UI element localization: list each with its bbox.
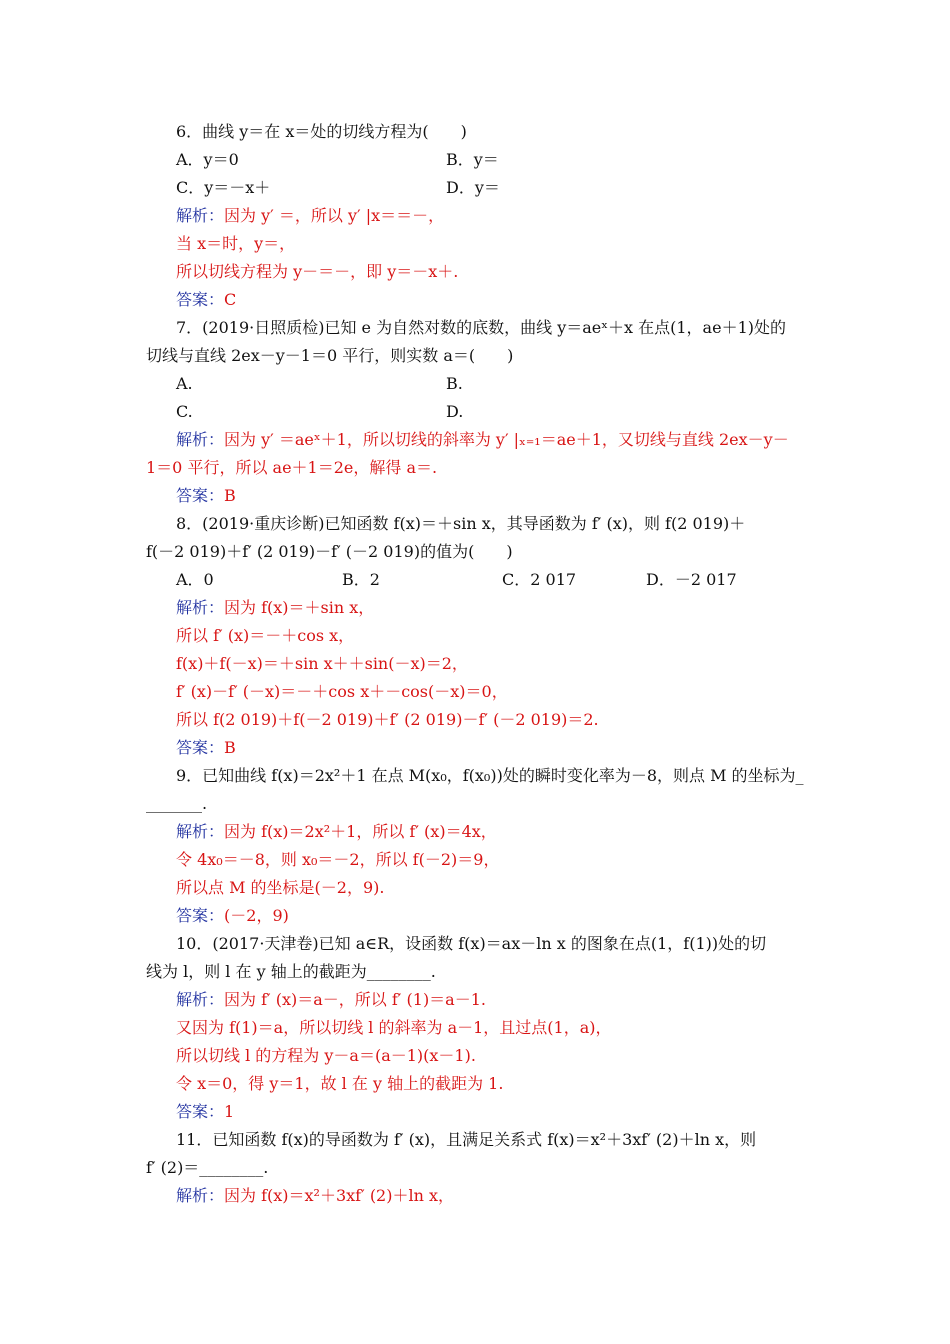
- answer-label: 答案：: [176, 906, 225, 925]
- q11-stem-line-2: f′ (2)＝________.: [146, 1158, 269, 1177]
- q9-analysis-line-3: 所以点 M 的坐标是(－2，9).: [176, 878, 385, 897]
- q10-answer: [176, 1102, 234, 1122]
- answer-value: B: [224, 738, 236, 757]
- analysis-text: 因为 f(x)＝x²＋3xf′ (2)＋ln x，: [224, 1186, 455, 1205]
- q9-analysis-line-2: 令 4x₀＝－8，则 x₀＝－2，所以 f(－2)＝9，: [176, 850, 500, 869]
- q6-option-b: B．y＝: [446, 150, 499, 169]
- q7-stem-line-1: 7．(2019·日照质检)已知 e 为自然对数的底数，曲线 y＝aeˣ＋x 在点(1，ae＋1)处的: [176, 318, 786, 337]
- analysis-label: 解析：: [176, 598, 225, 617]
- q8-option-a: A．0: [176, 570, 214, 589]
- q8-answer: [176, 738, 236, 758]
- q6-answer: [176, 290, 236, 310]
- analysis-label: 解析：: [176, 990, 225, 1009]
- q10-stem-line-1: 10．(2017·天津卷)已知 a∈R，设函数 f(x)＝ax－ln x 的图象在点(1，f(1))处的切: [176, 934, 767, 953]
- analysis-text: 因为 f(x)＝2x²＋1，所以 f′ (x)＝4x，: [224, 822, 497, 841]
- q10-analysis-line-1: [176, 990, 486, 1010]
- q7-stem-line-2: 切线与直线 2ex－y－1＝0 平行，则实数 a＝( ): [146, 346, 514, 365]
- q6-option-c: C．y＝－x＋: [176, 178, 271, 197]
- q6-option-a: A．y＝0: [176, 150, 239, 169]
- q11-analysis-line-1: [176, 1186, 454, 1206]
- answer-label: 答案：: [176, 1102, 225, 1121]
- q8-stem-line-1: 8．(2019·重庆诊断)已知函数 f(x)＝＋sin x，其导函数为 f′ (x)，则 f(2 019)＋: [176, 514, 746, 533]
- q8-analysis-line-3: f(x)＋f(－x)＝＋sin x＋＋sin(－x)＝2，: [176, 654, 468, 673]
- q10-analysis-line-4: 令 x＝0，得 y＝1，故 l 在 y 轴上的截距为 1.: [176, 1074, 504, 1093]
- analysis-text: 因为 f′ (x)＝a－，所以 f′ (1)＝a－1.: [224, 990, 486, 1009]
- q6-analysis-line-1: [176, 206, 444, 226]
- analysis-text: 因为 f(x)＝＋sin x，: [224, 598, 375, 617]
- q8-analysis-line-4: f′ (x)－f′ (－x)＝－＋cos x＋－cos(－x)＝0，: [176, 682, 508, 701]
- q8-analysis-line-5: 所以 f(2 019)＋f(－2 019)＋f′ (2 019)－f′ (－2 019)＝2.: [176, 710, 599, 729]
- q7-answer: [176, 486, 236, 506]
- analysis-label: 解析：: [176, 1186, 225, 1205]
- analysis-label: 解析：: [176, 430, 225, 449]
- q7-option-c: C.: [176, 402, 193, 421]
- q8-option-d: D．－2 017: [646, 570, 737, 589]
- analysis-label: 解析：: [176, 206, 225, 225]
- analysis-text: 因为 y′ ＝，所以 y′ |x＝＝－，: [224, 206, 445, 225]
- q6-option-d: D．y＝: [446, 178, 500, 197]
- q8-option-b: B．2: [342, 570, 380, 589]
- q8-stem-line-2: f(－2 019)＋f′ (2 019)－f′ (－2 019)的值为( ): [146, 542, 513, 561]
- q9-answer: [176, 906, 289, 926]
- q6-analysis-line-3: 所以切线方程为 y－＝－，即 y＝－x＋.: [176, 262, 459, 281]
- q11-stem-line-1: 11．已知函数 f(x)的导函数为 f′ (x)，且满足关系式 f(x)＝x²＋3xf′ (2)＋ln x，则: [176, 1130, 757, 1149]
- q8-option-c: C．2 017: [502, 570, 577, 589]
- q9-stem-line-2: _______.: [146, 794, 208, 813]
- answer-value: (－2，9): [224, 906, 289, 925]
- q6-analysis-line-2: 当 x＝时，y＝，: [176, 234, 296, 253]
- answer-value: C: [224, 290, 237, 309]
- analysis-text: 因为 y′ ＝aeˣ＋1，所以切线的斜率为 y′ |ₓ₌₁＝ae＋1，又切线与直线 2ex－y－: [224, 430, 789, 449]
- answer-label: 答案：: [176, 738, 225, 757]
- q9-stem-line-1: 9．已知曲线 f(x)＝2x²＋1 在点 M(x₀，f(x₀))处的瞬时变化率为－8，则点 M 的坐标为_: [176, 766, 804, 785]
- q10-analysis-line-3: 所以切线 l 的方程为 y－a＝(a－1)(x－1).: [176, 1046, 476, 1065]
- answer-value: B: [224, 486, 236, 505]
- q7-option-a: A.: [176, 374, 193, 393]
- answer-value: 1: [224, 1102, 235, 1121]
- q10-stem-line-2: 线为 l，则 l 在 y 轴上的截距为________.: [146, 962, 436, 981]
- q10-analysis-line-2: 又因为 f(1)＝a，所以切线 l 的斜率为 a－1，且过点(1，a)，: [176, 1018, 612, 1037]
- q7-analysis-line-1: [176, 430, 789, 450]
- answer-label: 答案：: [176, 486, 225, 505]
- answer-label: 答案：: [176, 290, 225, 309]
- q9-analysis-line-1: [176, 822, 497, 842]
- q7-option-d: D.: [446, 402, 464, 421]
- analysis-label: 解析：: [176, 822, 225, 841]
- q8-analysis-line-1: [176, 598, 374, 618]
- q8-analysis-line-2: 所以 f′ (x)＝－＋cos x，: [176, 626, 355, 645]
- q6-stem: 6．曲线 y＝在 x＝处的切线方程为( ): [176, 122, 467, 141]
- q7-option-b: B.: [446, 374, 463, 393]
- q7-analysis-line-2: 1＝0 平行，所以 ae＋1＝2e，解得 a＝.: [146, 458, 438, 477]
